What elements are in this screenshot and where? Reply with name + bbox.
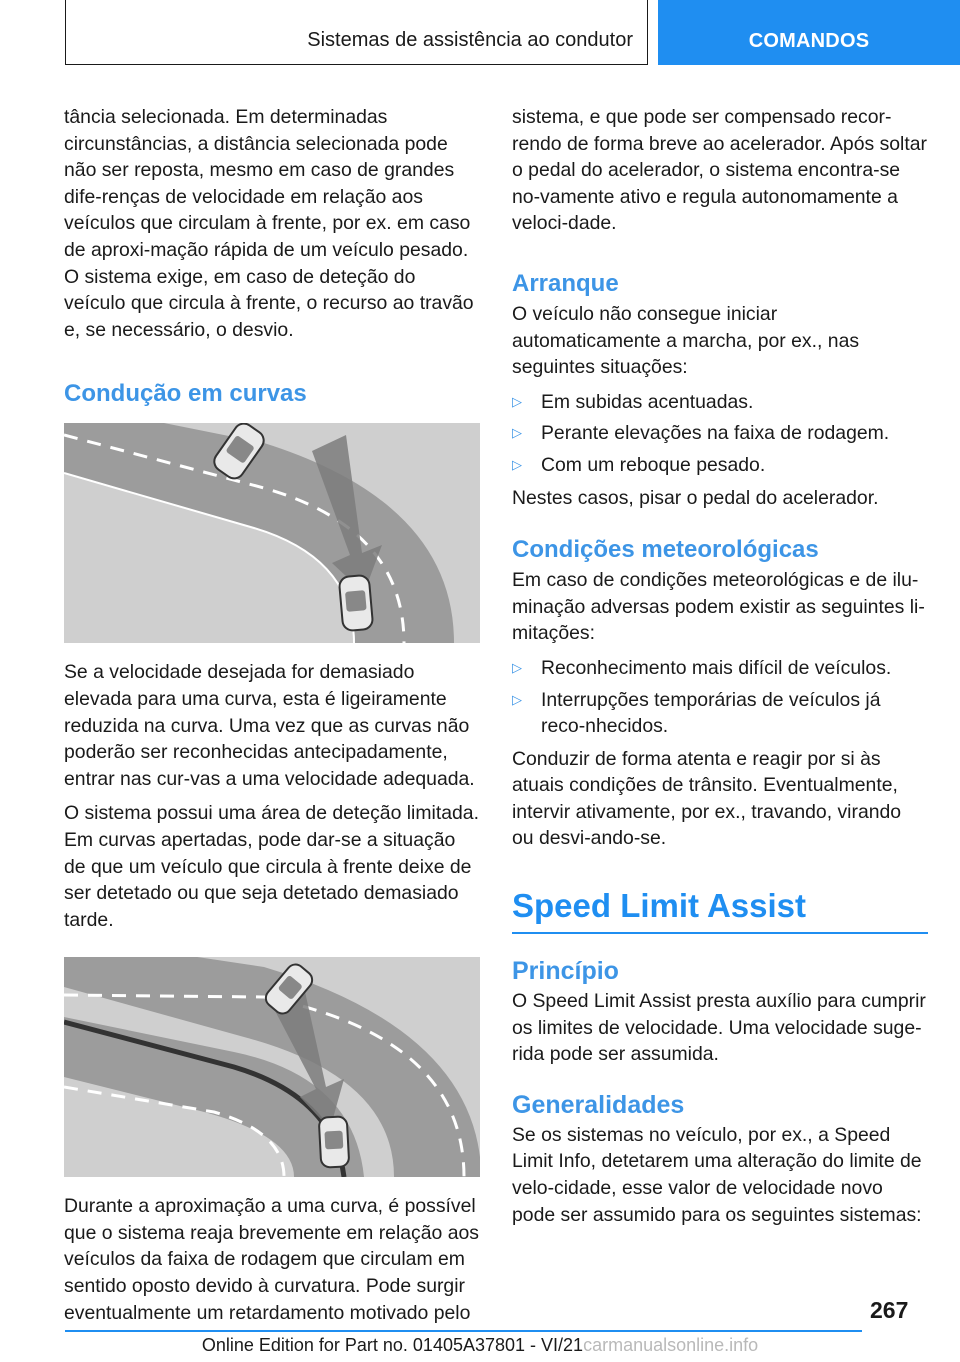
paragraph: Conduzir de forma atenta e reagir por si às atuais condições de trânsito. Eventualmente, intervir ativamente, por ex., travando, virando ou desvi-ando-se.: [512, 747, 902, 850]
paragraph: Se os sistemas no veículo, por ex., a Speed Limit Info, detetarem uma alteração do limite de velo-cidade, esse valor de velocidade novo pode ser assumido para os seguintes sistemas:: [512, 1123, 922, 1226]
paragraph: Nestes casos, pisar o pedal do acelerador.: [512, 486, 879, 509]
paragraph: O Speed Limit Assist presta auxílio para cumprir os limites de velocidade. Uma velocidade suge-rida pode ser assumida.: [512, 990, 926, 1066]
heading-start: Arranque: [512, 269, 619, 297]
list-item: ▷ Interrupções temporárias de veículos já reco-nhecidos.: [512, 688, 881, 738]
section-title-text: Sistemas de assistência ao condutor: [307, 29, 633, 51]
heading-principle: Princípio: [512, 957, 619, 986]
section-heading-speed-limit-assist: Speed Limit Assist: [512, 886, 928, 934]
bullet-list-weather: [512, 655, 928, 740]
triangle-bullet-icon: ▷: [512, 659, 522, 675]
paragraph: Em caso de condições meteorológicas e de ilu-minação adversas podem existir as seguintes li-mitações:: [512, 569, 925, 645]
paragraph: O veículo não consegue iniciar automaticamente a marcha, por ex., nas seguintes situações:: [512, 302, 860, 379]
triangle-bullet-icon: ▷: [512, 456, 522, 472]
heading-weather: Condições meteorológicas: [512, 536, 819, 564]
footer-edition: [0, 1335, 960, 1356]
list-item: ▷ Perante elevações na faixa de rodagem.: [512, 420, 928, 447]
header-section-title: [65, 0, 648, 65]
heading-general: Generalidades: [512, 1090, 685, 1119]
paragraph: O sistema possui uma área de deteção limitada. Em curvas apertadas, pode dar-se a situação de que um veículo que circula à frente deixe de ser detetado ou que seja detetado demasiado tarde.: [64, 802, 479, 931]
edition-text: Online Edition for Part no. 01405A37801 - VI/21: [201, 1335, 584, 1355]
footer-divider: [65, 1330, 862, 1332]
bullet-list-start: [512, 389, 928, 479]
heading-curves: Condução em curvas: [64, 380, 307, 408]
triangle-bullet-icon: ▷: [512, 393, 522, 409]
page-number: 267: [870, 1297, 909, 1323]
curve-illustration-2: [64, 957, 480, 1177]
list-item: ▷ Em subidas acentuadas.: [512, 389, 928, 416]
triangle-bullet-icon: ▷: [512, 691, 522, 707]
triangle-bullet-icon: ▷: [512, 425, 522, 441]
right-column: [512, 104, 928, 1236]
list-item: ▷ Com um reboque pesado.: [512, 452, 928, 479]
chapter-title-text: COMANDOS: [748, 30, 870, 52]
left-column: [64, 104, 480, 1334]
paragraph: sistema, e que pode ser compensado recor-rendo de forma breve ao acelerador. Após soltar o pedal do acelerador, o sistema encontra-se no-vamente ativo e regula autonomamente a veloci-dade.: [512, 106, 927, 235]
curve-illustration-1: [64, 423, 480, 643]
paragraph: Se a velocidade desejada for demasiado elevada para uma curva, esta é ligeiramente reduzida na curva. Uma vez que as curvas não poderão ser reconhecidas antecipadamente, entrar nas cur-vas a uma velocidade adequada.: [64, 661, 475, 790]
paragraph: tância selecionada. Em determinadas circunstâncias, a distância selecionada pode não ser reposta, mesmo em caso de grandes dife-renças de velocidade em relação aos veículos que circulam à frente, por ex. em caso de aproxi-mação rápida de um veículo pesado. O sistema exige, em caso de deteção do veículo que circula à frente, o recurso ao travão e, se necessário, o desvio.: [64, 106, 474, 341]
list-item: ▷ Reconhecimento mais difícil de veículos.: [512, 655, 928, 682]
header-chapter-tab: [658, 0, 960, 65]
paragraph: Durante a aproximação a uma curva, é possível que o sistema reaja brevemente em relação aos veículos da faixa de rodagem que circulam em sentido oposto devido à curvatura. Pode surgir eventualmente um retardamento motivado pelo: [64, 1195, 479, 1324]
watermark-text: carmanualsonline.info: [583, 1335, 759, 1355]
